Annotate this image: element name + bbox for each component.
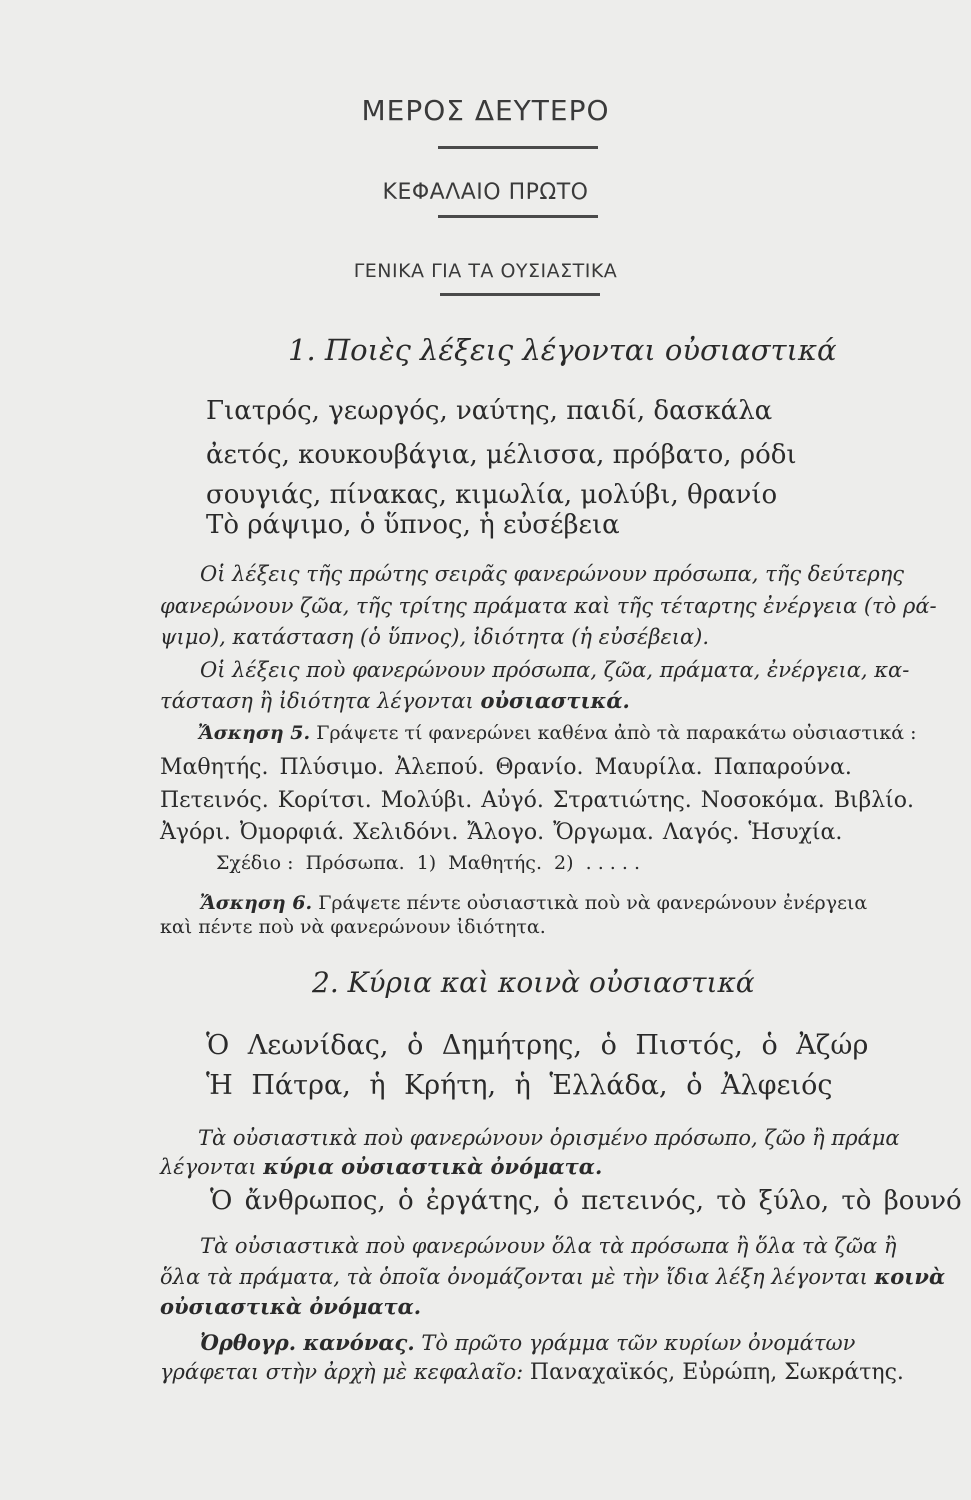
exercise5-label: Ἄσκηση 5. [198, 722, 311, 744]
ortho-text: Τὸ πρῶτο γράμμα τῶν κυρίων ὀνομάτων [421, 1331, 856, 1355]
word: Μολύβι. [380, 788, 473, 813]
rule-line-2 [160, 688, 630, 713]
common-rule-line-1: Τὰ οὐσιαστικὰ ποὺ φανερώνουν ὅλα τὰ πρόσωπα ἢ ὅλα τὰ ζῶα ἢ [200, 1234, 897, 1258]
exercise6-line-2: καὶ πέντε ποὺ νὰ φανερώνουν ἰδιότητα. [160, 916, 546, 938]
plan-line: Σχέδιο : Πρόσωπα. 1) Μαθητής. 2) . . . . . [216, 852, 640, 874]
chapter-underline [438, 215, 598, 218]
chapter-heading: ΚΕΦΑΛΑΙΟ ΠΡΩΤΟ [382, 180, 589, 205]
section2-title: 2. Κύρια καὶ κοινὰ οὐσιαστικά [312, 966, 755, 999]
example-line-3: σουγιάς, πίνακας, κιμωλία, μολύβι, θρανίο [206, 480, 778, 510]
common-rule-line-2 [160, 1264, 945, 1289]
general-heading: ΓΕΝΙΚΑ ΓΙΑ ΤΑ ΟΥΣΙΑΣΤΙΚΑ [353, 260, 618, 282]
word: Πλύσιμο. [279, 755, 385, 780]
ortho-rule-line-2 [160, 1360, 904, 1385]
word-row-2 [160, 788, 914, 813]
word: Ἀγόρι. [160, 820, 231, 845]
proper-rule-term: κύρια οὐσιαστικὰ ὀνόματα. [263, 1154, 603, 1179]
word: Ἀλεπού. [395, 755, 485, 780]
common-rule-text: ὅλα τὰ πράματα, τὰ ὁποῖα ὀνομάζονται μὲ τὴν ἴδια λέξη λέγονται [160, 1265, 868, 1289]
rule-line-1: Οἱ λέξεις ποὺ φανερώνουν πρόσωπα, ζῶα, πράματα, ἐνέργεια, κα- [200, 658, 910, 682]
word: Θρανίο. [495, 755, 584, 780]
exercise6-label: Ἄσκηση 6. [200, 892, 313, 914]
explanation-line-3: ψιμο), κατάσταση (ὁ ὕπνος), ἰδιότητα (ἡ εὐσέβεια). [160, 625, 710, 649]
exercise6 [200, 892, 867, 914]
ortho-examples: Παναχαϊκός, Εὐρώπη, Σωκράτης. [529, 1360, 904, 1385]
proper-example-1: Ὁ Λεωνίδας, ὁ Δημήτρης, ὁ Πιστός, ὁ Ἀζώρ [206, 1030, 869, 1061]
proper-rule-text: λέγονται [160, 1155, 257, 1179]
ortho-line2-text: γράφεται στὴν ἀρχὴ μὲ κεφαλαῖο: [160, 1360, 524, 1384]
exercise5 [198, 722, 917, 744]
word: Αὐγό. [481, 788, 544, 813]
word: Μαθητής. [160, 755, 269, 780]
example-line-4: Τὸ ράψιμο, ὁ ὕπνος, ἡ εὐσέβεια [206, 510, 620, 540]
word: Χελιδόνι. [353, 820, 459, 845]
example-line-2: ἀετός, κουκουβάγια, μέλισσα, πρόβατο, ρόδι [206, 440, 797, 470]
exercise6-text: Γράψετε πέντε οὐσιαστικὰ ποὺ νὰ φανερώνουν ἐνέργεια [318, 892, 868, 914]
common-rule-line-3: οὐσιαστικὰ ὀνόματα. [160, 1294, 422, 1319]
word: Παπαρούνα. [713, 755, 852, 780]
word: Ὄργωμα. [553, 820, 654, 845]
word: Μαυρίλα. [594, 755, 703, 780]
ortho-label: Ὀρθογρ. κανόνας. [200, 1330, 415, 1355]
word: Λαγός. [662, 820, 740, 845]
word: Ἄλογο. [467, 820, 545, 845]
common-example: Ὁ ἄνθρωπος, ὁ ἐργάτης, ὁ πετεινός, τὸ ξύλο, τὸ βουνό [210, 1186, 962, 1216]
word: Πετεινός. [160, 788, 269, 813]
general-underline [440, 293, 600, 296]
example-line-1: Γιατρός, γεωργός, ναύτης, παιδί, δασκάλα [206, 396, 773, 426]
word: Νοσοκόμα. [700, 788, 825, 813]
part-underline [438, 146, 598, 149]
explanation-line-1: Οἱ λέξεις τῆς πρώτης σειρᾶς φανερώνουν πρόσωπα, τῆς δεύτερης [200, 562, 905, 586]
explanation-line-2: φανερώνουν ζῶα, τῆς τρίτης πράματα καὶ τῆς τέταρτης ἐνέργεια (τὸ ρά- [160, 594, 937, 618]
proper-rule-line-2 [160, 1154, 602, 1179]
word-row-1 [160, 755, 852, 780]
rule-term-nouns: οὐσιαστικά. [480, 688, 630, 713]
word: Βιβλίο. [833, 788, 915, 813]
word: Στρατιώτης. [552, 788, 692, 813]
word: Ἡσυχία. [748, 820, 843, 845]
part-heading: ΜΕΡΟΣ ΔΕΥΤΕΡΟ [361, 94, 610, 127]
proper-example-2: Ἡ Πάτρα, ἡ Κρήτη, ἡ Ἑλλάδα, ὁ Ἀλφειός [206, 1070, 833, 1101]
exercise5-text: Γράψετε τί φανερώνει καθένα ἀπὸ τὰ παρακάτω οὐσιαστικά : [316, 722, 917, 744]
word: Κορίτσι. [277, 788, 372, 813]
rule-line-2-text: τάσταση ἢ ἰδιότητα λέγονται [160, 689, 474, 713]
common-rule-term: κοινὰ [874, 1264, 946, 1289]
ortho-rule-line-1 [200, 1330, 855, 1355]
word-row-3 [160, 820, 842, 845]
section1-title: 1. Ποιὲς λέξεις λέγονται οὐσιαστικά [288, 333, 837, 367]
proper-rule-line-1: Τὰ οὐσιαστικὰ ποὺ φανερώνουν ὁρισμένο πρόσωπο, ζῶο ἢ πράμα [198, 1126, 900, 1150]
word: Ὀμορφιά. [239, 820, 345, 845]
